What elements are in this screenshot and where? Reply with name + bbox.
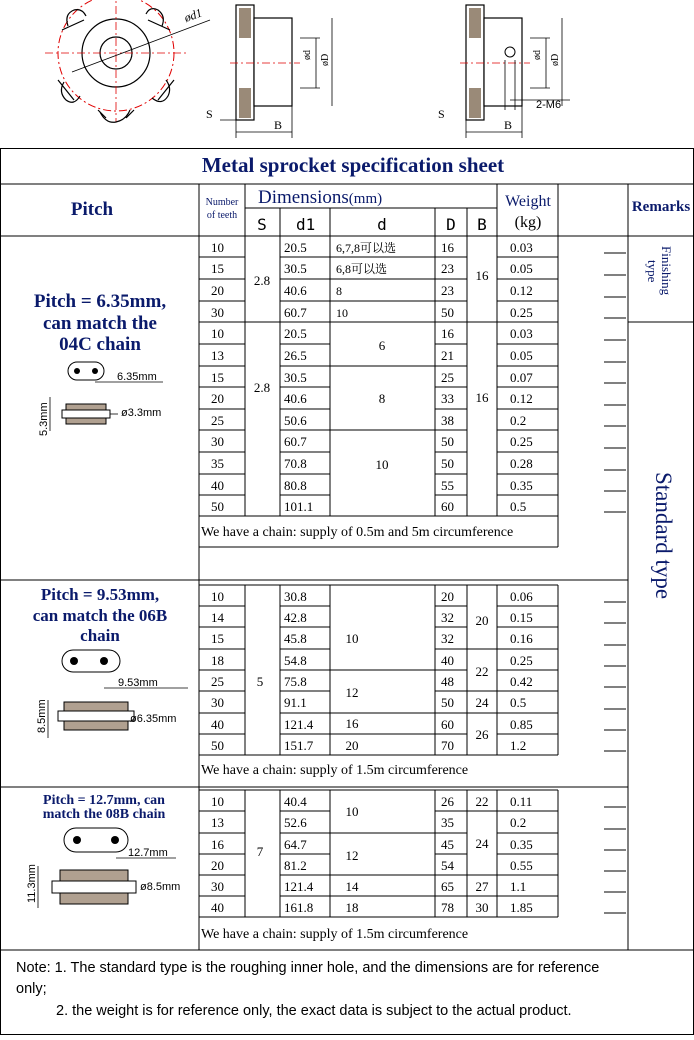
- D-cell: 25: [441, 370, 454, 385]
- d-cell: 10: [336, 306, 348, 320]
- d1-cell: 20.5: [284, 240, 307, 255]
- d-cell: 10: [345, 804, 359, 819]
- D-cell: 55: [441, 478, 454, 493]
- d1-cell: 91.1: [284, 695, 307, 710]
- weight-cell: 0.85: [510, 717, 533, 732]
- chain-08b-height: 11.3mm: [26, 864, 38, 903]
- teeth-cell: 35: [211, 456, 224, 471]
- D-cell: 50: [441, 695, 454, 710]
- b-cell: 16: [475, 268, 489, 283]
- teeth-cell: 14: [211, 610, 224, 625]
- D-cell: 65: [441, 879, 454, 894]
- d1-cell: 40.4: [284, 794, 307, 809]
- teeth-cell: 15: [211, 370, 224, 385]
- col-d1-header: d1: [296, 215, 316, 234]
- D-cell: 50: [441, 434, 454, 449]
- d1-label: ød1: [182, 5, 204, 25]
- pitch-title-06b: Pitch = 9.53mm, can match the 06B chain: [32, 585, 168, 645]
- d1-cell: 20.5: [284, 326, 307, 341]
- col-B-header: B: [477, 215, 487, 234]
- d-cell: 20: [345, 738, 359, 753]
- chain-08b-roller: ø8.5mm: [140, 881, 181, 893]
- teeth-cell: 13: [211, 348, 224, 363]
- D-cell: 23: [441, 283, 454, 298]
- d1-cell: 45.8: [284, 631, 307, 646]
- D-cell: 33: [441, 391, 454, 406]
- weight-cell: 1.2: [510, 738, 527, 753]
- sprocket-side-view-tapped: [438, 5, 570, 138]
- teeth-cell: 16: [211, 837, 224, 852]
- b-cell: 20: [475, 613, 489, 628]
- d1-cell: 30.8: [284, 589, 307, 604]
- d-cell: 12: [345, 685, 359, 700]
- b-cell: 22: [475, 664, 489, 679]
- s-cell: 2.8: [253, 273, 271, 288]
- chain-08b-pitch: 12.7mm: [128, 847, 168, 859]
- sheet-title: Metal sprocket specification sheet: [201, 153, 505, 177]
- teeth-cell: 30: [211, 434, 224, 449]
- d-cell: 18: [345, 900, 359, 915]
- teeth-cell: 18: [211, 653, 224, 668]
- d1-cell: 42.8: [284, 610, 307, 625]
- table-cells: [211, 240, 533, 915]
- d-cell: 6,8可以选: [336, 262, 388, 276]
- b-cell: 16: [475, 390, 489, 405]
- d1-cell: 30.5: [284, 370, 307, 385]
- d1-cell: 101.1: [284, 499, 314, 514]
- chain-note-08b: We have a chain: supply of 1.5m circumference: [201, 927, 469, 942]
- weight-cell: 0.55: [510, 858, 533, 873]
- d-cell: 12: [345, 848, 359, 863]
- tapped-b-label: B: [504, 118, 513, 132]
- teeth-cell: 25: [211, 674, 224, 689]
- chain-04c-height: 5.3mm: [38, 402, 50, 436]
- d-cell: 14: [345, 879, 359, 894]
- d1-cell: 60.7: [284, 305, 307, 320]
- chain-note-04c: We have a chain: supply of 0.5m and 5m circumference: [201, 525, 514, 540]
- weight-cell: 0.03: [510, 326, 533, 341]
- note-line-1: Note: 1. The standard type is the roughing inner hole, and the dimensions are for reference: [16, 960, 600, 976]
- D-cell: 45: [441, 837, 454, 852]
- D-cell: 60: [441, 717, 454, 732]
- weight-cell: 0.2: [510, 413, 527, 428]
- d-cell: 10: [375, 457, 389, 472]
- weight-cell: 0.15: [510, 610, 533, 625]
- teeth-header-1: Number: [205, 197, 239, 208]
- D-cell: 50: [441, 305, 454, 320]
- teeth-cell: 20: [211, 391, 224, 406]
- teeth-cell: 50: [211, 738, 224, 753]
- s-cell: 7: [256, 844, 264, 859]
- D-cell: 60: [441, 499, 454, 514]
- d1-cell: 40.6: [284, 283, 307, 298]
- row-lines: [199, 253, 626, 913]
- teeth-cell: 10: [211, 240, 224, 255]
- col-d-header: d: [377, 215, 387, 234]
- weight-cell: 0.05: [510, 261, 533, 276]
- side-s-label: S: [206, 107, 213, 121]
- b-cell: 27: [475, 879, 489, 894]
- teeth-cell: 50: [211, 499, 224, 514]
- tapped-d-label: ød: [532, 50, 543, 60]
- teeth-cell: 40: [211, 717, 224, 732]
- teeth-cell: 30: [211, 879, 224, 894]
- chain-06b-height: 8.5mm: [36, 699, 48, 733]
- b-cell: 24: [475, 695, 489, 710]
- d-cell: 6: [378, 338, 386, 353]
- pitch-title-04c: Pitch = 6.35mm, can match the 04C chain: [33, 291, 167, 355]
- d1-cell: 52.6: [284, 815, 307, 830]
- side-b-label: B: [274, 118, 283, 132]
- D-cell: 20: [441, 589, 454, 604]
- D-cell: 50: [441, 456, 454, 471]
- d1-cell: 161.8: [284, 900, 314, 915]
- sprocket-side-view: [206, 5, 332, 138]
- d-cell: 6,7,8可以选: [336, 241, 397, 255]
- teeth-cell: 30: [211, 305, 224, 320]
- d1-cell: 54.8: [284, 653, 307, 668]
- weight-cell: 0.03: [510, 240, 533, 255]
- tapped-D-label: øD: [550, 53, 561, 66]
- D-cell: 78: [441, 900, 454, 915]
- d1-cell: 64.7: [284, 837, 307, 852]
- side-d-label: ød: [302, 50, 313, 60]
- d1-cell: 75.8: [284, 674, 307, 689]
- weight-cell: 0.12: [510, 391, 533, 406]
- chain-08b-icon: [38, 828, 176, 908]
- b-cell: 26: [475, 727, 489, 742]
- weight-cell: 1.85: [510, 900, 533, 915]
- standard-remark: Standard type: [651, 472, 676, 600]
- D-cell: 16: [441, 326, 454, 341]
- b-cell: 24: [475, 836, 489, 851]
- D-cell: 38: [441, 413, 454, 428]
- d1-cell: 121.4: [284, 879, 314, 894]
- D-cell: 32: [441, 610, 454, 625]
- chain-06b-pitch: 9.53mm: [118, 677, 158, 689]
- d1-cell: 40.6: [284, 391, 307, 406]
- sprocket-front-view: [45, 0, 210, 122]
- weight-cell: 0.11: [510, 794, 533, 809]
- d1-cell: 151.7: [284, 738, 314, 753]
- teeth-cell: 40: [211, 900, 224, 915]
- teeth-cell: 13: [211, 815, 224, 830]
- weight-cell: 0.42: [510, 674, 533, 689]
- teeth-cell: 20: [211, 858, 224, 873]
- finishing-remark: Finishingtype: [645, 246, 674, 296]
- weight-cell: 0.25: [510, 434, 533, 449]
- remarks-header: Remarks: [631, 199, 691, 215]
- weight-cell: 0.28: [510, 456, 533, 471]
- D-cell: 21: [441, 348, 454, 363]
- col-D-header: D: [446, 215, 456, 234]
- d1-cell: 80.8: [284, 478, 307, 493]
- weight-cell: 0.5: [510, 499, 527, 514]
- teeth-cell: 30: [211, 695, 224, 710]
- d1-cell: 81.2: [284, 858, 307, 873]
- teeth-cell: 10: [211, 589, 224, 604]
- teeth-cell: 10: [211, 794, 224, 809]
- weight-cell: 0.05: [510, 348, 533, 363]
- weight-cell: 0.07: [510, 370, 533, 385]
- chain-04c-pitch: 6.35mm: [117, 371, 157, 383]
- side-D-label: øD: [320, 53, 331, 66]
- D-cell: 16: [441, 240, 454, 255]
- tap-label: 2-M6: [536, 99, 562, 111]
- d-cell: 10: [345, 631, 359, 646]
- b-cell: 30: [475, 900, 489, 915]
- D-cell: 40: [441, 653, 454, 668]
- col-s-header: S: [257, 215, 267, 234]
- D-cell: 23: [441, 261, 454, 276]
- weight-cell: 0.35: [510, 837, 533, 852]
- chain-note-06b: We have a chain: supply of 1.5m circumference: [201, 763, 469, 778]
- weight-cell: 0.25: [510, 653, 533, 668]
- chain-04c-roller: ø3.3mm: [121, 407, 162, 419]
- teeth-cell: 15: [211, 631, 224, 646]
- d1-cell: 60.7: [284, 434, 307, 449]
- D-cell: 32: [441, 631, 454, 646]
- weight-header: Weight: [505, 193, 551, 210]
- weight-cell: 0.25: [510, 305, 533, 320]
- weight-cell: 0.16: [510, 631, 533, 646]
- note-line-2: 2. the weight is for reference only, the exact data is subject to the actual product.: [56, 1003, 572, 1019]
- s-cell: 2.8: [253, 380, 271, 395]
- weight-cell: 1.1: [510, 879, 527, 894]
- chain-06b-roller: ø6.35mm: [130, 713, 177, 725]
- D-cell: 48: [441, 674, 454, 689]
- teeth-header-2: of teeth: [206, 210, 238, 221]
- d1-cell: 121.4: [284, 717, 314, 732]
- weight-cell: 0.12: [510, 283, 533, 298]
- weight-cell: 0.35: [510, 478, 533, 493]
- weight-cell: 0.06: [510, 589, 533, 604]
- d-cell: 16: [345, 716, 359, 731]
- b-cell: 22: [475, 794, 489, 809]
- tapped-s-label: S: [438, 107, 445, 121]
- s-cell: 5: [256, 674, 264, 689]
- d1-cell: 30.5: [284, 261, 307, 276]
- note-line-1b: only;: [16, 981, 47, 997]
- weight-cell: 0.2: [510, 815, 527, 830]
- teeth-cell: 25: [211, 413, 224, 428]
- d1-cell: 50.6: [284, 413, 307, 428]
- dimensions-header: Dimensions(mm): [258, 187, 383, 208]
- D-cell: 54: [441, 858, 454, 873]
- weight-cell: 0.5: [510, 695, 527, 710]
- teeth-cell: 10: [211, 326, 224, 341]
- D-cell: 70: [441, 738, 454, 753]
- weight-unit-header: (kg): [514, 214, 542, 231]
- d-cell: 8: [336, 284, 342, 298]
- D-cell: 35: [441, 815, 454, 830]
- d-cell: 8: [378, 391, 386, 406]
- teeth-cell: 40: [211, 478, 224, 493]
- pitch-title-08b: Pitch = 12.7mm, can match the 08B chain: [42, 793, 166, 822]
- teeth-cell: 20: [211, 283, 224, 298]
- pitch-header: Pitch: [70, 199, 114, 220]
- d1-cell: 26.5: [284, 348, 307, 363]
- teeth-cell: 15: [211, 261, 224, 276]
- d1-cell: 70.8: [284, 456, 307, 471]
- D-cell: 26: [441, 794, 454, 809]
